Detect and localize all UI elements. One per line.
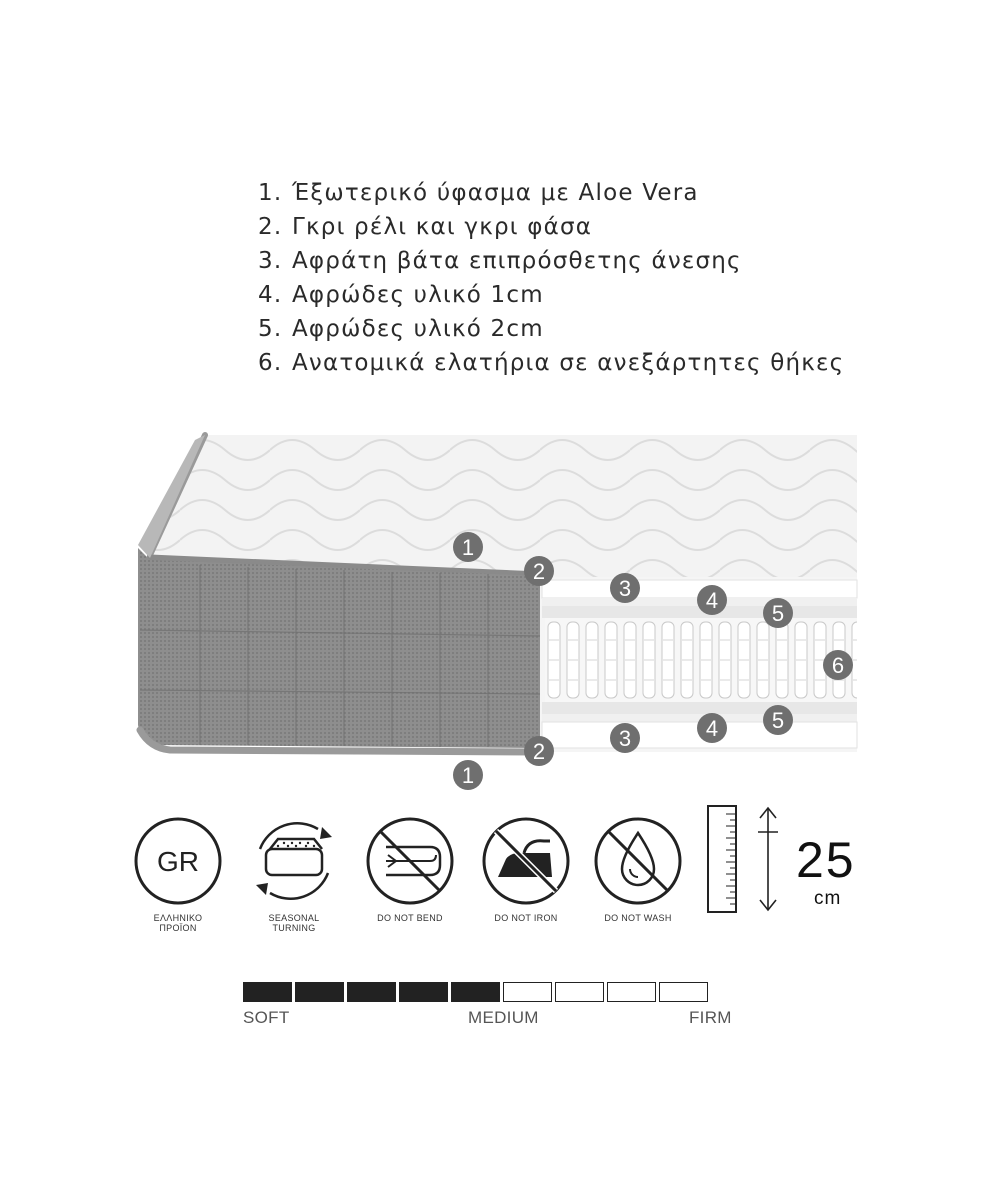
firmness-segment [607, 982, 656, 1002]
firmness-label-soft: SOFT [243, 1008, 290, 1027]
turning-caption: SEASONAL TURNING [268, 913, 320, 933]
firmness-segment [399, 982, 448, 1002]
wash-caption: DO NOT WASH [604, 913, 672, 923]
height-unit: cm [814, 888, 842, 909]
greek-product-badge [128, 815, 228, 935]
mattress-rotate-icon [248, 815, 340, 907]
layer-number: 1. [258, 180, 283, 206]
marker-4-bottom [697, 713, 727, 743]
do-not-iron-badge [476, 815, 576, 935]
firmness-segment [659, 982, 708, 1002]
no-wash-icon [592, 815, 684, 907]
marker-4-top [697, 585, 727, 615]
svg-text:3: 3 [618, 726, 632, 751]
layer-item [258, 346, 844, 380]
layer-number: 3. [258, 248, 283, 274]
height-value: 25 [796, 832, 856, 888]
marker-2-bottom [524, 736, 554, 766]
firmness-segment [555, 982, 604, 1002]
layer-text: Αφρώδες υλικό 1cm [292, 282, 544, 308]
gr-symbol: GR [157, 846, 199, 877]
layer-text: Γκρι ρέλι και γκρι φάσα [292, 214, 593, 240]
svg-text:2: 2 [532, 739, 546, 764]
layer-item [258, 278, 844, 312]
firmness-segment [295, 982, 344, 1002]
layer-item [258, 244, 844, 278]
layers-list [258, 176, 844, 380]
bend-caption: DO NOT BEND [377, 913, 443, 923]
svg-text:5: 5 [771, 601, 785, 626]
svg-text:5: 5 [771, 708, 785, 733]
layer-item [258, 312, 844, 346]
marker-5-bottom [763, 705, 793, 735]
layer-text: Ανατομικά ελατήρια σε ανεξάρτητες θήκες [292, 350, 845, 376]
marker-2-top [524, 556, 554, 586]
svg-text:2: 2 [532, 559, 546, 584]
marker-3-top [610, 573, 640, 603]
firmness-segment [503, 982, 552, 1002]
layer-number: 6. [258, 350, 283, 376]
iron-caption: DO NOT IRON [494, 913, 558, 923]
marker-6 [823, 650, 853, 680]
svg-text:3: 3 [618, 576, 632, 601]
do-not-wash-badge [588, 815, 688, 935]
layer-text: Έξωτερικό ύφασμα με Aloe Vera [292, 180, 699, 206]
marker-1-bottom [453, 760, 483, 790]
mattress-illustration [0, 420, 1000, 800]
svg-text:4: 4 [705, 588, 719, 613]
gr-caption: ΕΛΛΗΝΙΚΟ ΠΡΟΪΟΝ [153, 913, 203, 933]
layer-text: Αφράτη βάτα επιπρόσθετης άνεσης [292, 248, 742, 274]
mattress-side-fabric [138, 548, 540, 748]
marker-1-top [453, 532, 483, 562]
marker-5-top [763, 598, 793, 628]
firmness-segment [347, 982, 396, 1002]
svg-text:1: 1 [461, 535, 475, 560]
height-arrow-icon [758, 808, 778, 910]
svg-text:4: 4 [705, 716, 719, 741]
firmness-label-medium: MEDIUM [468, 1008, 539, 1027]
firmness-label-firm: FIRM [689, 1008, 732, 1027]
svg-text:1: 1 [461, 763, 475, 788]
layer-number: 4. [258, 282, 283, 308]
pocket-springs [545, 618, 857, 702]
ruler-icon [700, 804, 790, 916]
layer-number: 5. [258, 316, 283, 342]
layer-item [258, 210, 844, 244]
gr-circle-icon [132, 815, 224, 907]
firmness-segment [451, 982, 500, 1002]
no-iron-icon [480, 815, 572, 907]
marker-3-bottom [610, 723, 640, 753]
svg-text:6: 6 [831, 653, 845, 678]
seasonal-turning-badge [244, 815, 344, 935]
no-bend-icon [364, 815, 456, 907]
mattress-top [150, 435, 857, 578]
layer-item [258, 176, 844, 210]
layer-text: Αφρώδες υλικό 2cm [292, 316, 544, 342]
layer-foam-2cm-bottom [542, 702, 857, 714]
do-not-bend-badge [360, 815, 460, 935]
firmness-scale [243, 982, 708, 1002]
layer-number: 2. [258, 214, 283, 240]
firmness-segment [243, 982, 292, 1002]
